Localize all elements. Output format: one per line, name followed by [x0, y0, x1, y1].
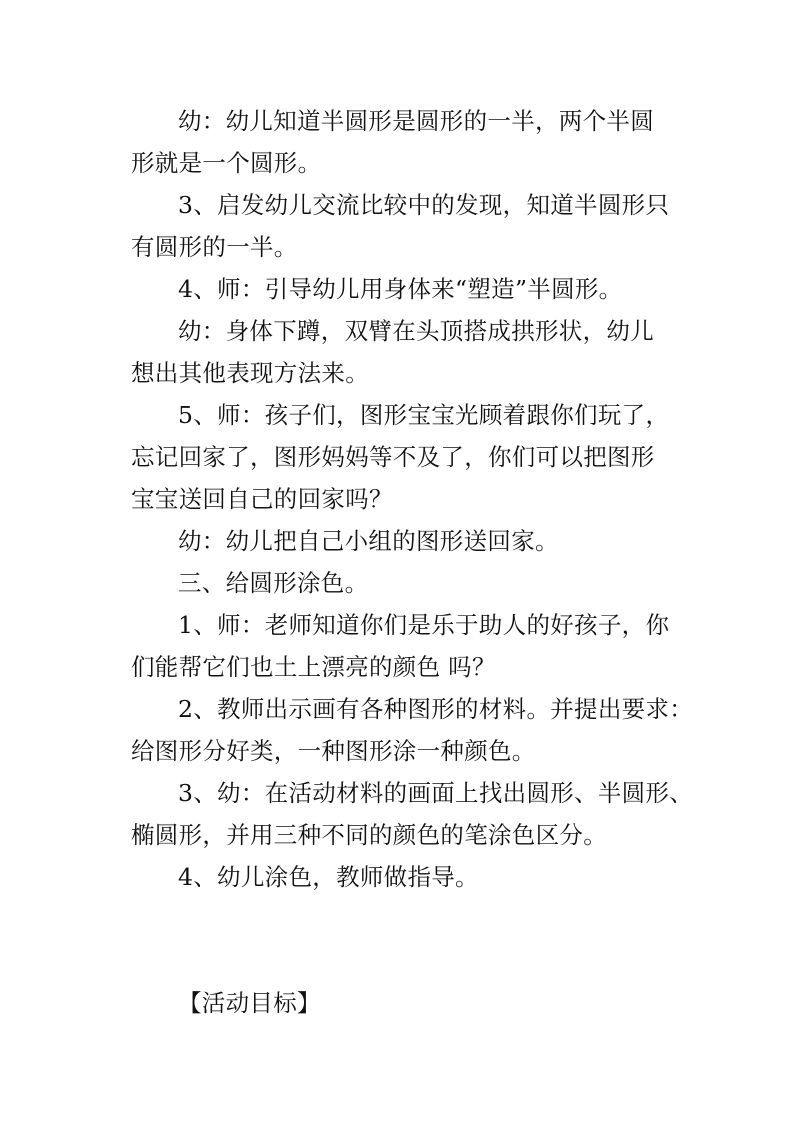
paragraph-line-1: 幼：幼儿知道半圆形是圆形的一半，两个半圆 [178, 107, 654, 135]
paragraph-line-8: 5、师：孩子们，图形宝宝光顾着跟你们玩了， [178, 401, 670, 429]
paragraph-line-2: 形就是一个圆形。 [131, 149, 322, 177]
paragraph-line-16: 给图形分好类，一种图形涂一种颜色。 [131, 737, 536, 765]
paragraph-line-19: 4、幼儿涂色，教师做指导。 [178, 863, 479, 891]
paragraph-line-18: 椭圆形，并用三种不同的颜色的笔涂色区分。 [131, 821, 607, 849]
paragraph-line-14: 们能帮它们也土上漂亮的颜色 吗？ [131, 653, 496, 681]
section-heading: 三、给圆形涂色。 [178, 569, 369, 597]
paragraph-line-15: 2、教师出示画有各种图形的材料。并提出要求： [178, 695, 694, 723]
paragraph-line-5: 4、师：引导幼儿用身体来“塑造”半圆形。 [178, 275, 623, 303]
paragraph-line-9: 忘记回家了，图形妈妈等不及了，你们可以把图形 [131, 443, 655, 471]
paragraph-line-17: 3、幼：在活动材料的画面上找出圆形、半圆形、 [178, 779, 694, 807]
paragraph-line-13: 1、师：老师知道你们是乐于助人的好孩子，你 [178, 611, 670, 639]
paragraph-line-3: 3、启发幼儿交流比较中的发现，知道半圆形只 [178, 191, 670, 219]
paragraph-line-10: 宝宝送回自己的回家吗？ [131, 485, 393, 513]
paragraph-line-11: 幼：幼儿把自己小组的图形送回家。 [178, 527, 559, 555]
paragraph-line-4: 有圆形的一半。 [131, 233, 298, 261]
activity-goals-heading: 【活动目标】 [178, 989, 321, 1017]
paragraph-line-6: 幼：身体下蹲，双臂在头顶搭成拱形状，幼儿 [178, 317, 654, 345]
paragraph-line-7: 想出其他表现方法来。 [131, 359, 369, 387]
